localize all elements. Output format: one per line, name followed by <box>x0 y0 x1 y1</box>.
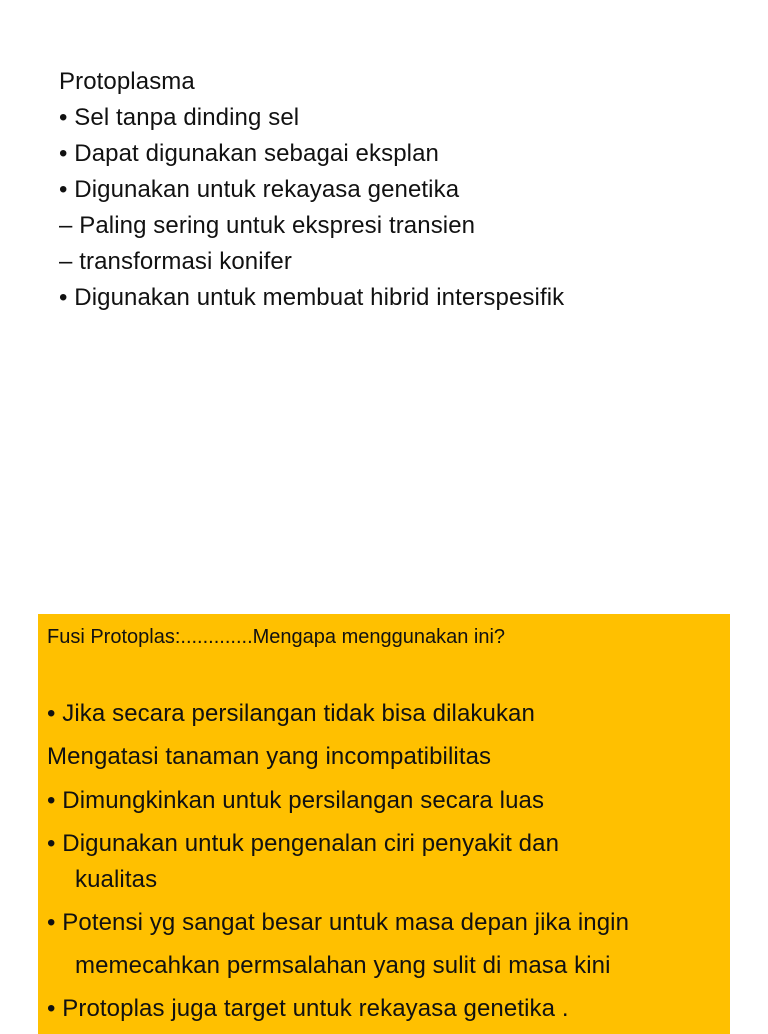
bullet-item: • Jika secara persilangan tidak bisa dilakukan <box>47 700 535 727</box>
bullet-item: • Potensi yg sangat besar untuk masa depan jika ingin <box>47 909 630 936</box>
sub-bullet-item: – Paling sering untuk ekspresi transien <box>59 212 476 239</box>
bullet-item: • Digunakan untuk membuat hibrid interspesifik <box>59 284 565 311</box>
bullet-item: • Digunakan untuk rekayasa genetika <box>59 176 460 203</box>
bullet-item: • Dapat digunakan sebagai eksplan <box>59 140 439 167</box>
body-line: Mengatasi tanaman yang incompatibilitas <box>47 743 492 770</box>
continuation-line: kualitas <box>75 866 158 893</box>
bullet-item: • Digunakan untuk pengenalan ciri penyakit dan <box>47 830 560 857</box>
box-heading: Fusi Protoplas:.............Mengapa menggunakan ini? <box>47 626 506 648</box>
bullet-item: • Dimungkinkan untuk persilangan secara luas <box>47 787 545 814</box>
bullet-item: • Protoplas juga target untuk rekayasa genetika . <box>47 995 569 1022</box>
sub-bullet-item: – transformasi konifer <box>59 248 292 275</box>
section-title: Protoplasma <box>59 68 195 95</box>
protoplasm-section <box>59 64 739 316</box>
continuation-line: memecahkan permsalahan yang sulit di masa kini <box>75 952 611 979</box>
protoplast-fusion-box <box>38 614 730 1034</box>
bullet-item: • Sel tanpa dinding sel <box>59 104 300 131</box>
